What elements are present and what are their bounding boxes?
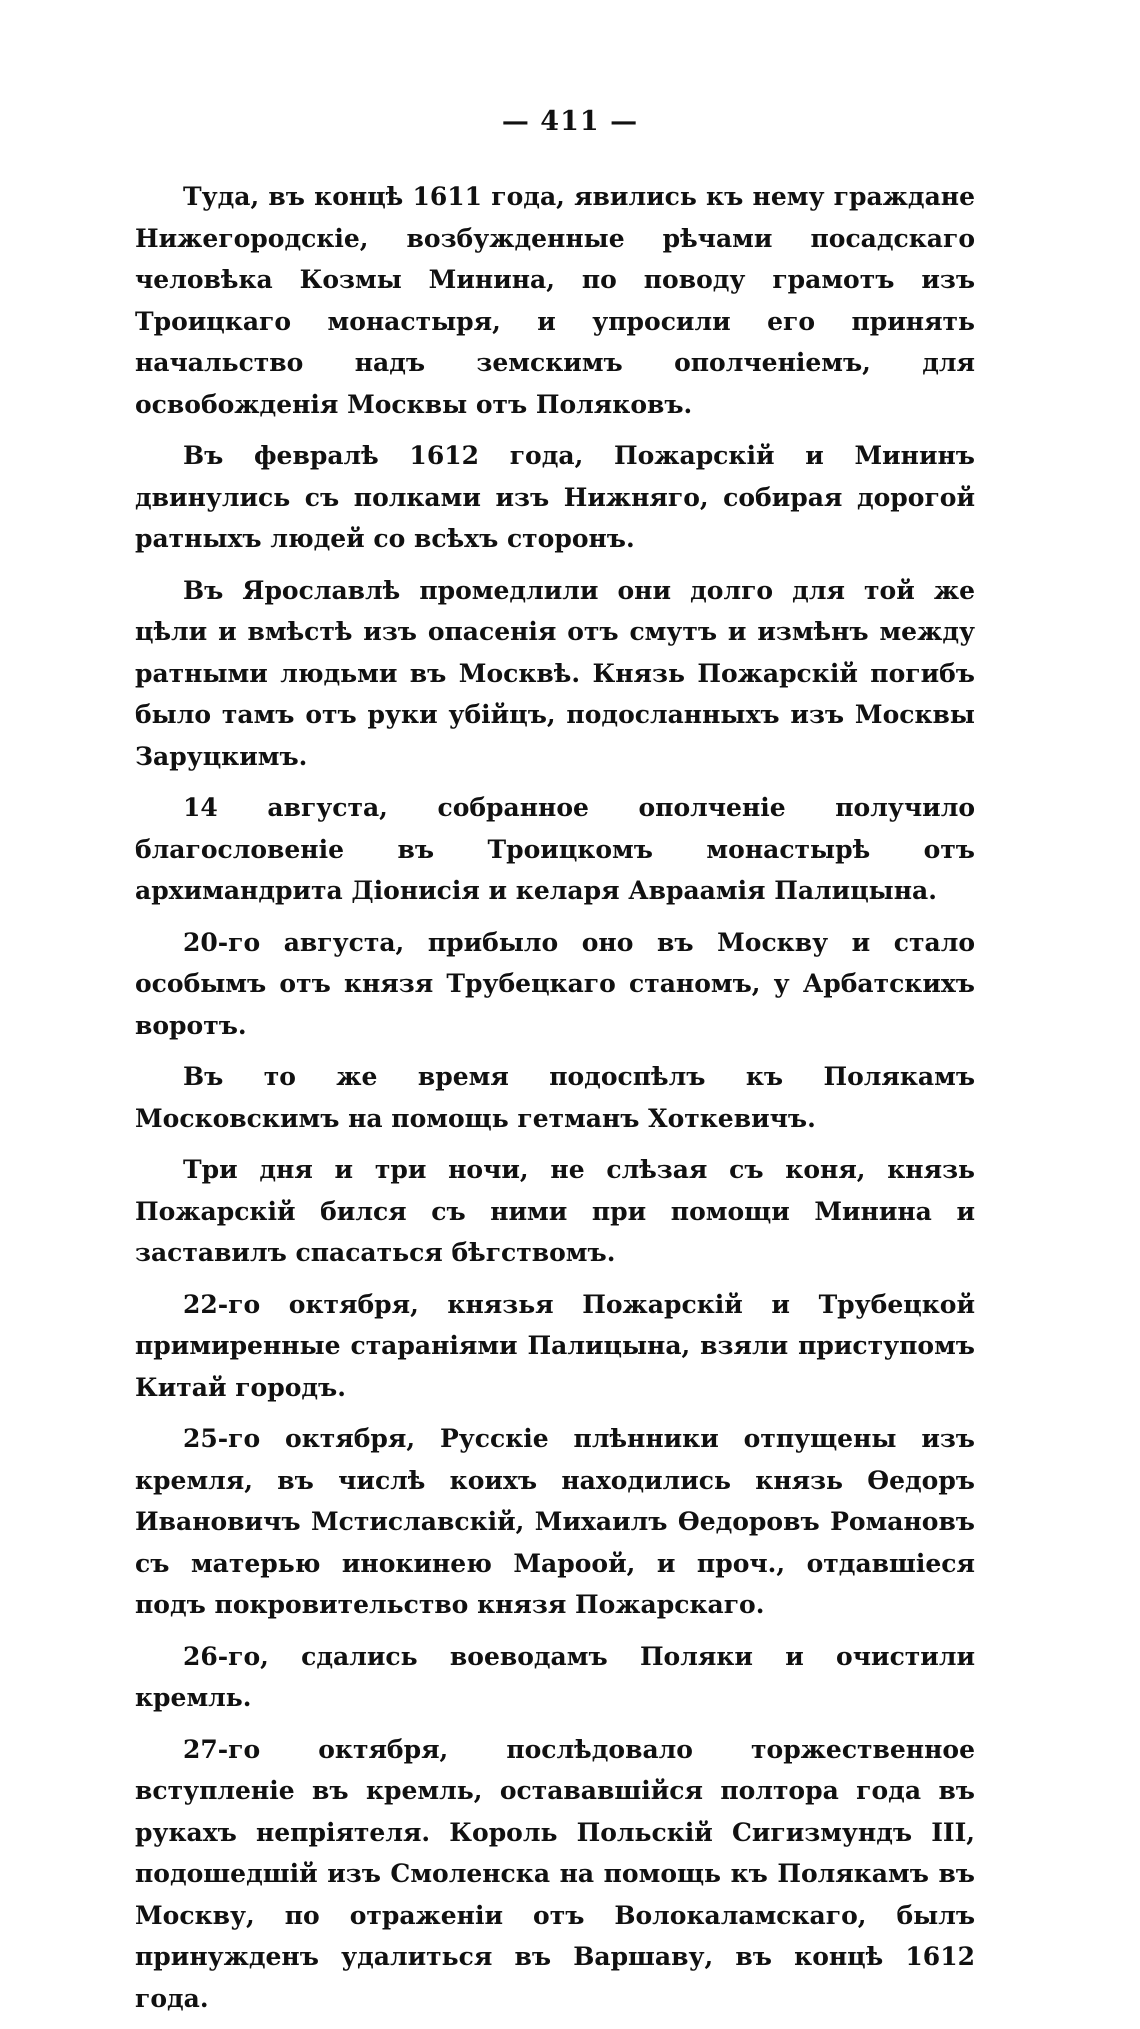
paragraph: 22-го октября, князья Пожарскій и Трубецкой примиренные стараніями Палицына, взяли приступомъ Китай городъ. xyxy=(135,1289,975,1402)
paragraph: Въ Ярославлѣ промедлили они долго для той же цѣли и вмѣстѣ изъ опасенія отъ смутъ и измѣнъ между ратными людьми въ Москвѣ. Князь Пожарскій погибъ было тамъ отъ руки убійцъ, подосланныхъ изъ Москвы Заруцкимъ. xyxy=(135,575,975,771)
paragraph: 20-го августа, прибыло оно въ Москву и стало особымъ отъ князя Трубецкаго станомъ, у Арбатскихъ воротъ. xyxy=(135,927,975,1040)
paragraph: Въ февралѣ 1612 года, Пожарскій и Мининъ двинулись съ полками изъ Нижняго, собирая дорогой ратныхъ людей со всѣхъ сторонъ. xyxy=(135,441,975,553)
paragraph: Туда, въ концѣ 1611 года, явились къ нему граждане Нижегородскіе, возбужденные рѣчами посадскаго человѣка Козмы Минина, по поводу грамотъ изъ Троицкаго монастыря, и упросили его принять начальство надъ земскимъ ополченіемъ, для освобожденія Москвы отъ Поляковъ. xyxy=(135,182,975,419)
paragraph: Въ то же время подоспѣлъ къ Полякамъ Московскимъ на помощь гетманъ Хоткевичъ. xyxy=(135,1062,975,1133)
paragraph: 14 августа, собранное ополченіе получило благословеніе въ Троицкомъ монастырѣ отъ архимандрита Діонисія и келаря Авраамія Палицына. xyxy=(135,793,975,905)
paragraph: 26-го, сдались воеводамъ Поляки и очистили кремль. xyxy=(135,1641,975,1712)
paragraph: Три дня и три ночи, не слѣзая съ коня, князь Пожарскій бился съ ними при помощи Минина и заставилъ спасаться бѣгствомъ. xyxy=(135,1155,975,1267)
paragraph: 27-го октября, послѣдовало торжественное вступленіе въ кремль, остававшійся полтора года въ рукахъ непріятеля. Король Польскій Сигизмундъ III, подошедшій изъ Смоленска на помощь къ Полякамъ въ Москву, по отраженіи отъ Волокаламскаго, былъ принужденъ удалиться въ Варшаву, въ концѣ 1612 года. xyxy=(135,1734,975,2013)
paragraph: 25-го октября, Русскіе плѣнники отпущены изъ кремля, въ числѣ коихъ находились князь Ѳедоръ Ивановичъ Мстиславскій, Михаилъ Ѳедоровъ Романовъ съ матерью инокинею Мароой, и проч., отдавшіеся подъ покровительство князя Пожарскаго. xyxy=(135,1424,975,1619)
body-text xyxy=(135,176,975,2029)
page-number: — 411 — xyxy=(501,106,639,137)
